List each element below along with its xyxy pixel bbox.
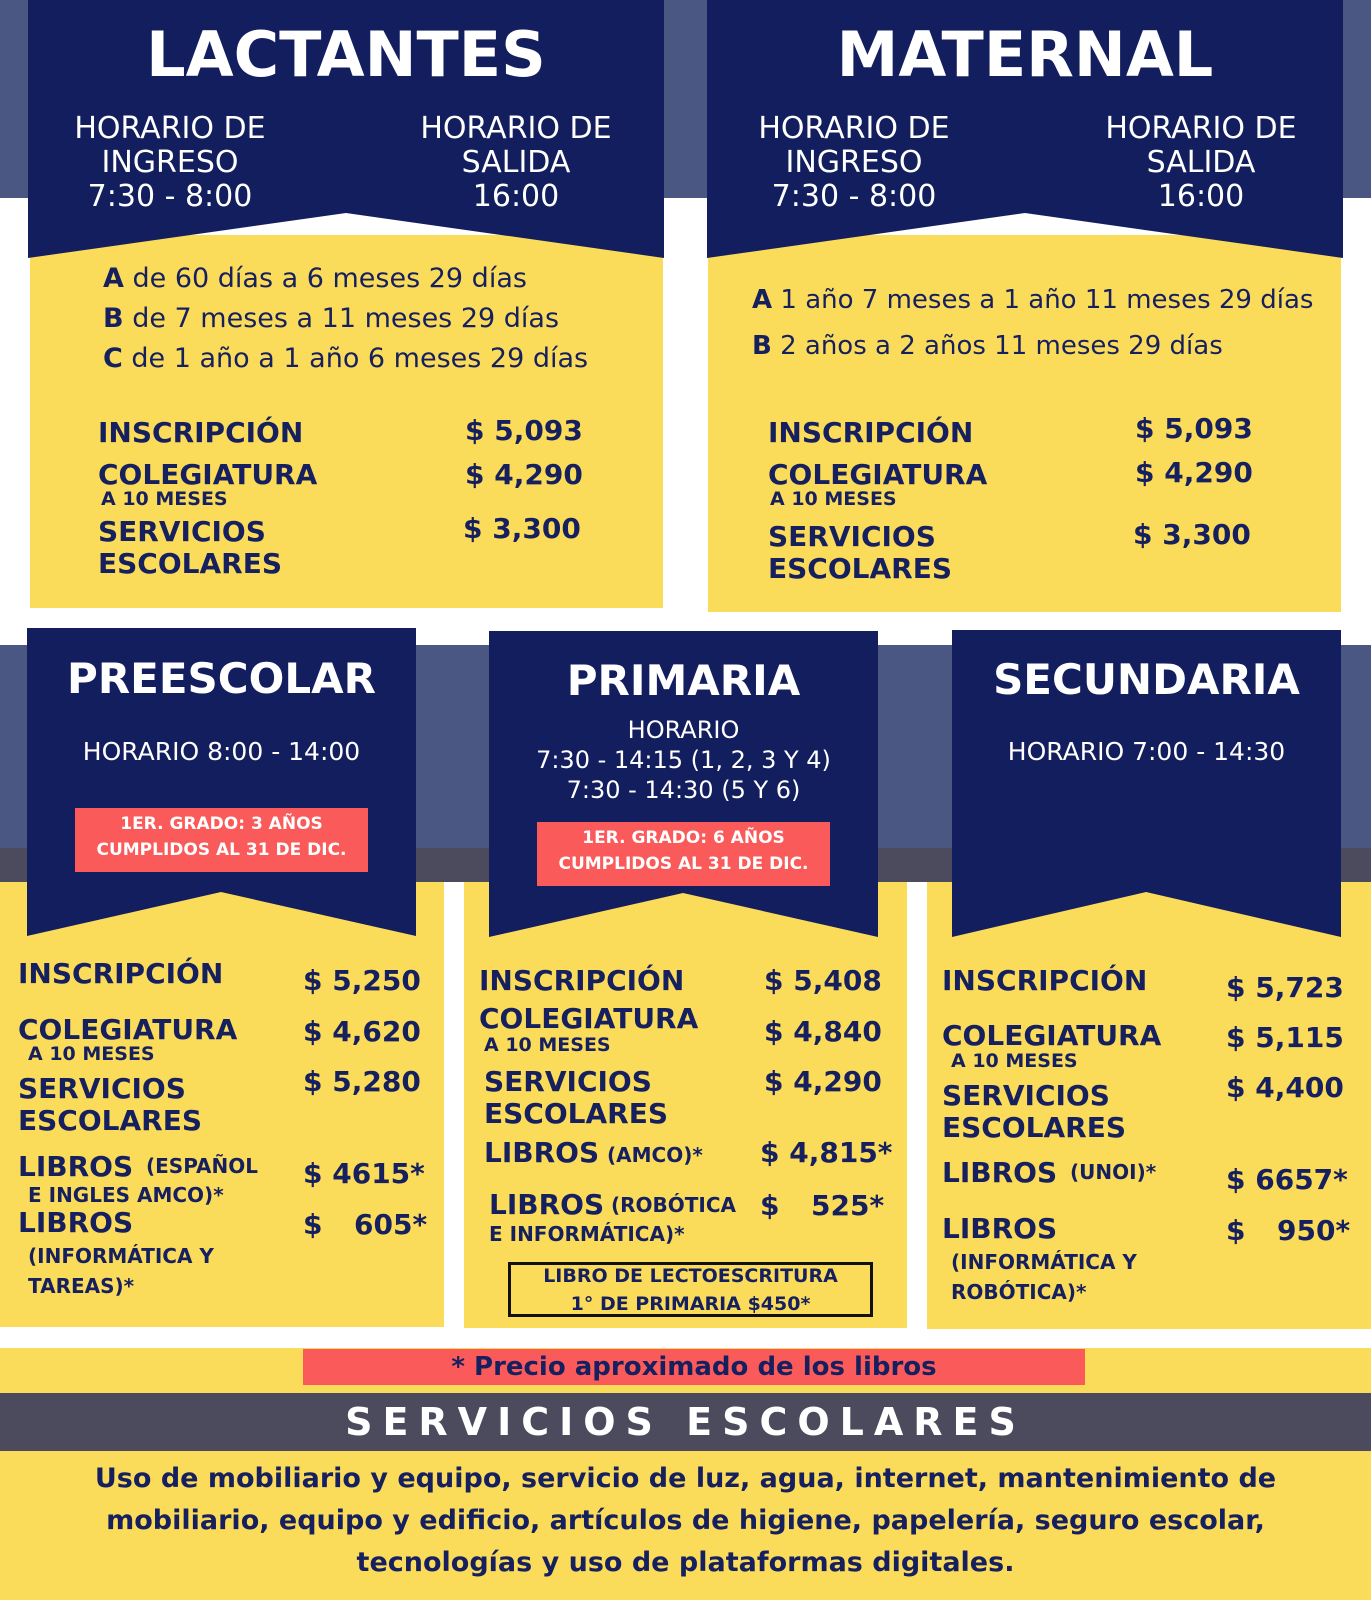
primaria-inscripcion-price: $ 5,408 bbox=[764, 964, 882, 997]
secundaria-libros1-label: LIBROS bbox=[942, 1156, 1058, 1189]
preescolar-colegiatura-label: COLEGIATURA bbox=[18, 1013, 238, 1046]
preescolar-colegiatura-price: $ 4,620 bbox=[303, 1015, 421, 1048]
primaria-libros2-symbol: $ bbox=[760, 1189, 780, 1222]
preescolar-grado-note: 1ER. GRADO: 3 AÑOS CUMPLIDOS AL 31 DE DIC. bbox=[96, 814, 347, 860]
primaria-colegiatura-price: $ 4,840 bbox=[764, 1015, 882, 1048]
primaria-libros2-detail-2: E INFORMÁTICA)* bbox=[489, 1222, 685, 1246]
lactantes-colegiatura-label: COLEGIATURA bbox=[98, 458, 318, 491]
maternal-ingreso: HORARIO DE INGRESO 7:30 - 8:00 bbox=[758, 111, 950, 214]
maternal-inscripcion-label: INSCRIPCIÓN bbox=[768, 416, 974, 449]
maternal-colegiatura-price: $ 4,290 bbox=[1135, 456, 1253, 489]
secundaria-horario: HORARIO 7:00 - 14:30 bbox=[1007, 737, 1286, 766]
primaria-colegiatura-label: COLEGIATURA bbox=[479, 1002, 699, 1035]
footnote-text: * Precio aproximado de los libros bbox=[451, 1352, 937, 1382]
primaria-libros1-label: LIBROS bbox=[484, 1136, 600, 1169]
preescolar-servicios-label: SERVICIOS ESCOLARES bbox=[18, 1072, 203, 1137]
lactantes-salida: HORARIO DE SALIDA 16:00 bbox=[420, 111, 612, 214]
secundaria-libros1-detail: (UNOI)* bbox=[1070, 1160, 1157, 1184]
primaria-servicios-price: $ 4,290 bbox=[764, 1065, 882, 1098]
lactantes-age-c: C de 1 año a 1 año 6 meses 29 días bbox=[103, 343, 589, 374]
preescolar-libros1-label: LIBROS bbox=[18, 1150, 134, 1183]
preescolar-libros2-amount: 605* bbox=[354, 1208, 428, 1241]
lactantes-servicios-price: $ 3,300 bbox=[463, 512, 581, 545]
primaria-title: PRIMARIA bbox=[566, 656, 801, 705]
servicios-description: Uso de mobiliario y equipo, servicio de luz, agua, internet, mantenimiento de mobiliario, equipo y edificio, artículos de higiene, papelería, seguro escolar, tecnologías y uso de plataformas digitales. bbox=[94, 1463, 1277, 1578]
primaria-libros2-label: LIBROS bbox=[489, 1188, 605, 1221]
lactantes-servicios-label: SERVICIOS ESCOLARES bbox=[98, 515, 283, 580]
lactantes-age-b: B de 7 meses a 11 meses 29 días bbox=[103, 303, 560, 334]
secundaria-libros1-price: $ 6657* bbox=[1226, 1163, 1348, 1196]
maternal-title: MATERNAL bbox=[836, 18, 1214, 91]
primaria-inscripcion-label: INSCRIPCIÓN bbox=[479, 964, 685, 997]
maternal-colegiatura-label: COLEGIATURA bbox=[768, 458, 988, 491]
primaria-grado-note: 1ER. GRADO: 6 AÑOS CUMPLIDOS AL 31 DE DIC. bbox=[558, 828, 809, 874]
preescolar-libros2-detail: (INFORMÁTICA Y TAREAS)* bbox=[28, 1244, 214, 1298]
secundaria-colegiatura-sub: A 10 MESES bbox=[951, 1050, 1078, 1072]
preescolar-title: PREESCOLAR bbox=[67, 654, 376, 703]
lactantes-ingreso: HORARIO DE INGRESO 7:30 - 8:00 bbox=[74, 111, 266, 214]
lactantes-age-a: A de 60 días a 6 meses 29 días bbox=[103, 263, 527, 294]
primaria-horario: HORARIO 7:30 - 14:15 (1, 2, 3 Y 4) 7:30 - 14:30 (5 Y 6) bbox=[536, 716, 831, 804]
preescolar-inscripcion-price: $ 5,250 bbox=[303, 964, 421, 997]
lactantes-colegiatura-price: $ 4,290 bbox=[465, 458, 583, 491]
secundaria-libros2-amount: 950* bbox=[1277, 1214, 1351, 1247]
maternal-colegiatura-sub: A 10 MESES bbox=[770, 488, 897, 510]
maternal-inscripcion-price: $ 5,093 bbox=[1135, 412, 1253, 445]
primaria-servicios-label: SERVICIOS ESCOLARES bbox=[484, 1065, 669, 1130]
maternal-servicios-label: SERVICIOS ESCOLARES bbox=[768, 520, 953, 585]
maternal-salida: HORARIO DE SALIDA 16:00 bbox=[1105, 111, 1297, 214]
secundaria-servicios-label: SERVICIOS ESCOLARES bbox=[942, 1079, 1127, 1144]
preescolar-libros1-price: $ 4615* bbox=[303, 1157, 425, 1190]
secundaria-title: SECUNDARIA bbox=[993, 655, 1300, 704]
preescolar-colegiatura-sub: A 10 MESES bbox=[28, 1043, 155, 1065]
servicios-title: SERVICIOS ESCOLARES bbox=[345, 1400, 1026, 1444]
preescolar-servicios-price: $ 5,280 bbox=[303, 1065, 421, 1098]
primaria-libros2-amount: 525* bbox=[811, 1189, 885, 1222]
secundaria-colegiatura-label: COLEGIATURA bbox=[942, 1019, 1162, 1052]
lactantes-inscripcion-price: $ 5,093 bbox=[465, 414, 583, 447]
secundaria-libros2-detail: (INFORMÁTICA Y ROBÓTICA)* bbox=[951, 1250, 1137, 1304]
primaria-lecto-note: LIBRO DE LECTOESCRITURA 1° DE PRIMARIA $450* bbox=[543, 1265, 838, 1315]
secundaria-colegiatura-price: $ 5,115 bbox=[1226, 1021, 1344, 1054]
maternal-servicios-price: $ 3,300 bbox=[1133, 518, 1251, 551]
maternal-age-a: A 1 año 7 meses a 1 año 11 meses 29 días bbox=[752, 285, 1314, 315]
maternal-age-b: B 2 años a 2 años 11 meses 29 días bbox=[752, 331, 1223, 361]
secundaria-inscripcion-price: $ 5,723 bbox=[1226, 971, 1344, 1004]
primaria-colegiatura-sub: A 10 MESES bbox=[484, 1034, 611, 1056]
primaria-libros1-price: $ 4,815* bbox=[760, 1136, 893, 1169]
preescolar-horario: HORARIO 8:00 - 14:00 bbox=[82, 737, 361, 766]
lactantes-colegiatura-sub: A 10 MESES bbox=[101, 488, 228, 510]
lactantes-title: LACTANTES bbox=[146, 18, 546, 91]
lactantes-inscripcion-label: INSCRIPCIÓN bbox=[98, 416, 304, 449]
preescolar-libros1-detail-1: (ESPAÑOL bbox=[146, 1154, 258, 1178]
primaria-libros2-detail-1: (ROBÓTICA bbox=[611, 1193, 737, 1217]
secundaria-inscripcion-label: INSCRIPCIÓN bbox=[942, 964, 1148, 997]
preescolar-libros2-symbol: $ bbox=[303, 1208, 323, 1241]
preescolar-inscripcion-label: INSCRIPCIÓN bbox=[18, 957, 224, 990]
secundaria-servicios-price: $ 4,400 bbox=[1226, 1071, 1344, 1104]
preescolar-libros1-detail-2: E INGLES AMCO)* bbox=[28, 1183, 224, 1207]
primaria-libros1-detail: (AMCO)* bbox=[607, 1143, 703, 1167]
secundaria-libros2-label: LIBROS bbox=[942, 1212, 1058, 1245]
preescolar-libros2-label: LIBROS bbox=[18, 1206, 134, 1239]
secundaria-libros2-symbol: $ bbox=[1226, 1214, 1246, 1247]
